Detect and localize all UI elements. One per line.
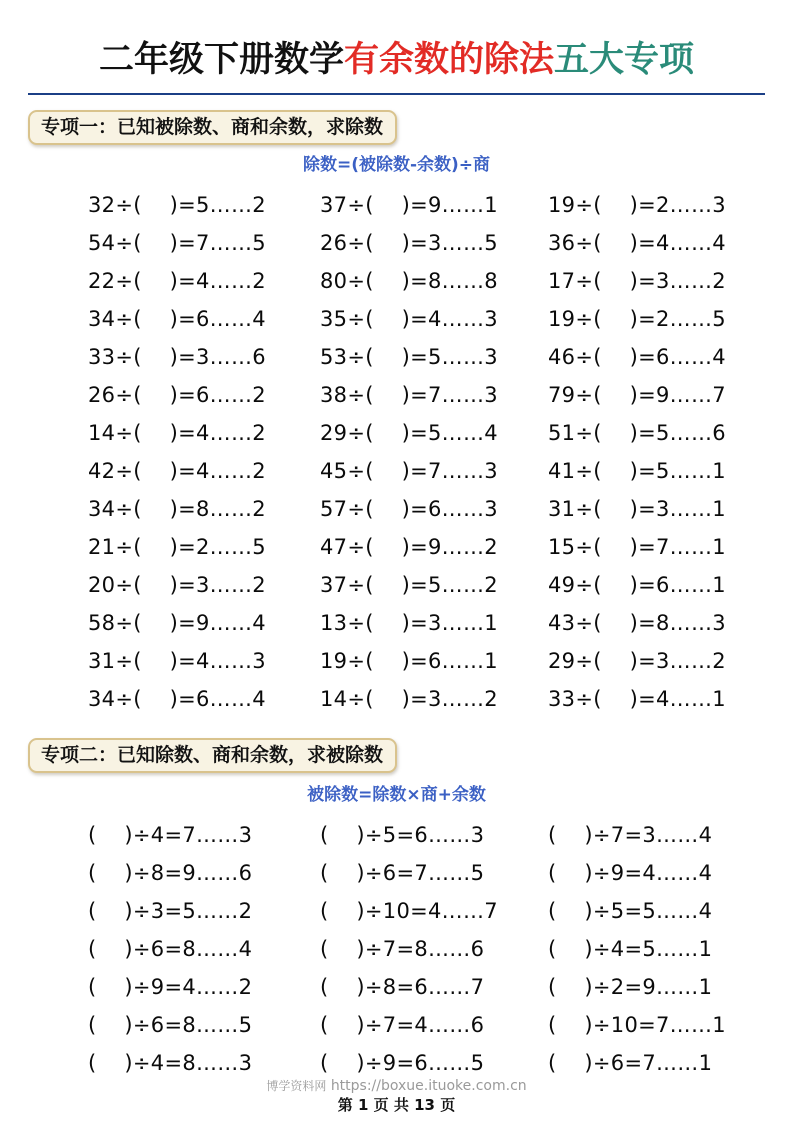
problem-row xyxy=(0,568,793,606)
problem-item[interactable]: ( )÷9=4……4 xyxy=(548,861,713,885)
problem-grid-1 xyxy=(0,188,793,720)
problem-item[interactable]: 57÷( )=6……3 xyxy=(320,497,498,521)
problem-item[interactable]: ( )÷7=8……6 xyxy=(320,937,485,961)
section-formula-2: 被除数=除数×商+余数 xyxy=(307,785,486,805)
problem-item[interactable]: ( )÷6=7……5 xyxy=(320,861,485,885)
problem-item[interactable]: 19÷( )=6……1 xyxy=(320,649,498,673)
problem-item[interactable]: ( )÷9=6……5 xyxy=(320,1051,485,1075)
problem-item[interactable]: 22÷( )=4……2 xyxy=(88,269,266,293)
problem-row xyxy=(0,264,793,302)
problem-item[interactable]: 29÷( )=3……2 xyxy=(548,649,726,673)
problem-row xyxy=(0,302,793,340)
problem-row xyxy=(0,454,793,492)
problem-row xyxy=(0,530,793,568)
problem-item[interactable]: 34÷( )=6……4 xyxy=(88,687,266,711)
problem-item[interactable]: 45÷( )=7……3 xyxy=(320,459,498,483)
problem-item[interactable]: 21÷( )=2……5 xyxy=(88,535,266,559)
problem-item[interactable]: 20÷( )=3……2 xyxy=(88,573,266,597)
problem-item[interactable]: 34÷( )=6……4 xyxy=(88,307,266,331)
section-header-1 xyxy=(28,110,397,145)
problem-item[interactable]: 14÷( )=4……2 xyxy=(88,421,266,445)
problem-item[interactable]: ( )÷10=7……1 xyxy=(548,1013,726,1037)
problem-item[interactable]: 79÷( )=9……7 xyxy=(548,383,726,407)
site-watermark xyxy=(0,1078,793,1095)
problem-row xyxy=(0,226,793,264)
section-header-2 xyxy=(28,738,397,773)
problem-item[interactable]: 37÷( )=5……2 xyxy=(320,573,498,597)
problem-item[interactable]: 34÷( )=8……2 xyxy=(88,497,266,521)
problem-item[interactable]: 42÷( )=4……2 xyxy=(88,459,266,483)
problem-item[interactable]: ( )÷2=9……1 xyxy=(548,975,713,999)
problem-item[interactable]: 32÷( )=5……2 xyxy=(88,193,266,217)
problem-item[interactable]: 19÷( )=2……5 xyxy=(548,307,726,331)
problem-row xyxy=(0,818,793,856)
problem-item[interactable]: 43÷( )=8……3 xyxy=(548,611,726,635)
problem-item[interactable]: 29÷( )=5……4 xyxy=(320,421,498,445)
problem-item[interactable]: 58÷( )=9……4 xyxy=(88,611,266,635)
problem-row xyxy=(0,188,793,226)
problem-item[interactable]: ( )÷7=3……4 xyxy=(548,823,713,847)
problem-item[interactable]: ( )÷7=4……6 xyxy=(320,1013,485,1037)
watermark-url: https://boxue.ituoke.com.cn xyxy=(330,1078,527,1094)
problem-item[interactable]: 26÷( )=3……5 xyxy=(320,231,498,255)
problem-row xyxy=(0,682,793,720)
problem-item[interactable]: 19÷( )=2……3 xyxy=(548,193,726,217)
problem-item[interactable]: 54÷( )=7……5 xyxy=(88,231,266,255)
problem-item[interactable]: 17÷( )=3……2 xyxy=(548,269,726,293)
problem-item[interactable]: 37÷( )=9……1 xyxy=(320,193,498,217)
problem-item[interactable]: 80÷( )=8……8 xyxy=(320,269,498,293)
problem-item[interactable]: ( )÷6=7……1 xyxy=(548,1051,713,1075)
problem-row xyxy=(0,416,793,454)
problem-item[interactable]: ( )÷6=8……5 xyxy=(88,1013,253,1037)
problem-row xyxy=(0,1008,793,1046)
problem-item[interactable]: ( )÷9=4……2 xyxy=(88,975,253,999)
problem-row xyxy=(0,492,793,530)
problem-row xyxy=(0,378,793,416)
problem-grid-2 xyxy=(0,818,793,1084)
page-title xyxy=(0,38,793,82)
problem-item[interactable]: 31÷( )=3……1 xyxy=(548,497,726,521)
problem-item[interactable]: 49÷( )=6……1 xyxy=(548,573,726,597)
title-text xyxy=(0,38,793,82)
section-formula-1: 除数=(被除数-余数)÷商 xyxy=(302,155,491,175)
problem-item[interactable]: ( )÷5=6……3 xyxy=(320,823,485,847)
section-header-1-label: 专项一：已知被除数、商和余数，求除数 xyxy=(41,116,384,138)
problem-row xyxy=(0,856,793,894)
problem-item[interactable]: ( )÷8=6……7 xyxy=(320,975,485,999)
problem-row xyxy=(0,606,793,644)
problem-item[interactable]: ( )÷3=5……2 xyxy=(88,899,253,923)
problem-item[interactable]: 36÷( )=4……4 xyxy=(548,231,726,255)
title-segment-black: 二年级下册数学 xyxy=(98,39,344,80)
title-segment-red: 有余数的除法 xyxy=(343,39,554,80)
problem-item[interactable]: 33÷( )=3……6 xyxy=(88,345,266,369)
problem-item[interactable]: 15÷( )=7……1 xyxy=(548,535,726,559)
problem-item[interactable]: 53÷( )=5……3 xyxy=(320,345,498,369)
page-number: 第 1 页 共 13 页 xyxy=(337,1096,456,1114)
problem-item[interactable]: ( )÷4=8……3 xyxy=(88,1051,253,1075)
problem-item[interactable]: 26÷( )=6……2 xyxy=(88,383,266,407)
problem-item[interactable]: 47÷( )=9……2 xyxy=(320,535,498,559)
problem-item[interactable]: 46÷( )=6……4 xyxy=(548,345,726,369)
title-divider-rule xyxy=(28,93,765,95)
problem-row xyxy=(0,340,793,378)
problem-item[interactable]: ( )÷6=8……4 xyxy=(88,937,253,961)
problem-item[interactable]: 31÷( )=4……3 xyxy=(88,649,266,673)
problem-item[interactable]: ( )÷5=5……4 xyxy=(548,899,713,923)
problem-row xyxy=(0,644,793,682)
problem-item[interactable]: 51÷( )=5……6 xyxy=(548,421,726,445)
problem-item[interactable]: ( )÷4=7……3 xyxy=(88,823,253,847)
problem-item[interactable]: 14÷( )=3……2 xyxy=(320,687,498,711)
problem-row xyxy=(0,894,793,932)
problem-row xyxy=(0,970,793,1008)
problem-item[interactable]: ( )÷4=5……1 xyxy=(548,937,713,961)
section-header-2-label: 专项二：已知除数、商和余数，求被除数 xyxy=(41,744,384,766)
problem-item[interactable]: 33÷( )=4……1 xyxy=(548,687,726,711)
problem-item[interactable]: 35÷( )=4……3 xyxy=(320,307,498,331)
problem-item[interactable]: 38÷( )=7……3 xyxy=(320,383,498,407)
title-segment-teal: 五大专项 xyxy=(554,39,695,80)
problem-item[interactable]: 13÷( )=3……1 xyxy=(320,611,498,635)
problem-item[interactable]: ( )÷10=4……7 xyxy=(320,899,498,923)
problem-item[interactable]: ( )÷8=9……6 xyxy=(88,861,253,885)
watermark-site-name: 博学资料网 xyxy=(266,1079,327,1093)
problem-row xyxy=(0,932,793,970)
problem-item[interactable]: 41÷( )=5……1 xyxy=(548,459,726,483)
